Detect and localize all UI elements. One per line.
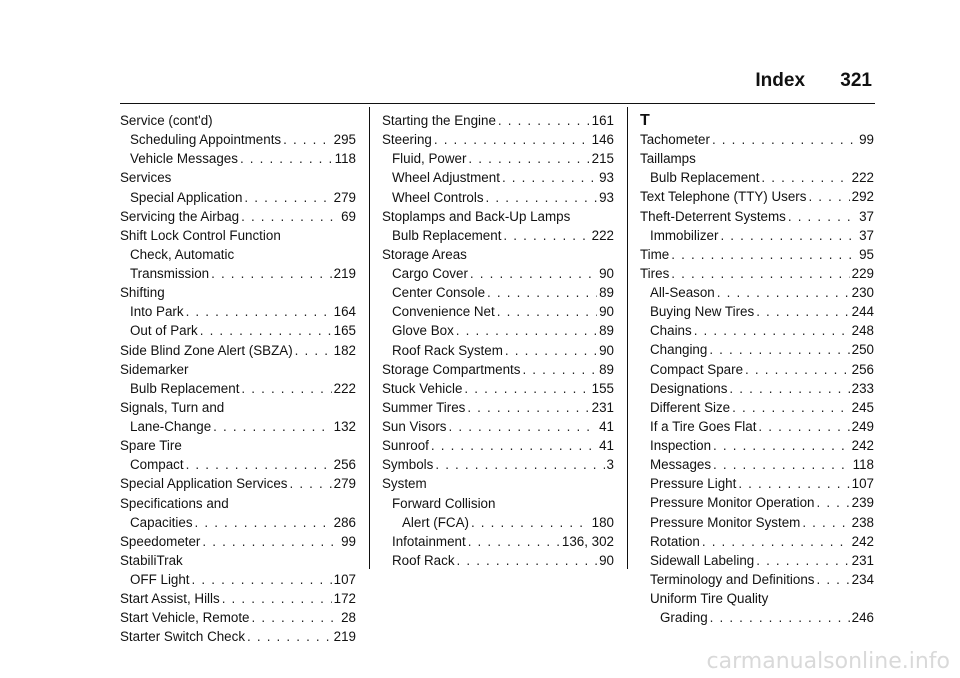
entry-page: 95 [859, 246, 874, 262]
watermark: carmanualsonline.info [706, 649, 950, 674]
index-entry [382, 360, 614, 379]
entry-text: Into Park [130, 304, 184, 320]
entry-page: 155 [591, 380, 614, 396]
entry-page: 215 [591, 151, 614, 167]
entry-page: 164 [333, 304, 356, 320]
index-entry [120, 494, 356, 513]
entry-page: 238 [851, 514, 874, 530]
index-entry [640, 532, 874, 551]
dot-leader [498, 111, 590, 130]
entry-text: Services [120, 170, 172, 186]
entry-text: Capacities [130, 514, 193, 530]
entry-page: 3 [606, 457, 614, 473]
entry-text: Roof Rack System [392, 342, 503, 358]
entry-text: Buying New Tires [650, 304, 755, 320]
entry-text: Tachometer [640, 132, 710, 147]
index-entry [120, 436, 356, 455]
dot-leader [732, 398, 850, 417]
index-entry [640, 187, 874, 206]
entry-page: 242 [851, 438, 874, 453]
dot-leader [186, 302, 332, 321]
dot-leader [240, 149, 333, 168]
entry-page: 90 [599, 304, 614, 320]
dot-leader [202, 532, 339, 551]
entry-text: Cargo Cover [392, 266, 468, 281]
entry-page: 244 [851, 304, 874, 320]
index-entry [640, 226, 874, 245]
index-entry [120, 379, 356, 398]
entry-text: Different Size [650, 399, 731, 415]
dot-leader [468, 532, 560, 551]
dot-leader [720, 226, 857, 245]
entry-text: Starting the Engine [382, 113, 496, 128]
entry-text: Rotation [650, 533, 700, 549]
index-entry [382, 283, 614, 302]
index-entry [120, 302, 356, 321]
index-column-3 [640, 111, 874, 627]
dot-leader [758, 417, 849, 436]
entry-text: Transmission [130, 266, 210, 281]
index-entry [640, 379, 874, 398]
dot-leader [244, 188, 331, 207]
dot-leader [222, 589, 332, 608]
index-entry [120, 398, 356, 417]
entry-page: 99 [859, 132, 874, 147]
entry-page: 222 [591, 227, 614, 243]
entry-text: Start Assist, Hills [120, 591, 220, 607]
dot-leader [449, 417, 598, 436]
entry-page: 136, 302 [561, 533, 614, 549]
entry-page: 279 [333, 189, 356, 205]
index-entry [382, 455, 614, 474]
entry-text: Special Application [130, 189, 243, 205]
entry-text: Stuck Vehicle [382, 380, 463, 396]
entry-text: Sun Visors [382, 419, 447, 434]
dot-leader [788, 207, 857, 226]
entry-page: 90 [599, 342, 614, 358]
dot-leader [200, 321, 332, 340]
index-entry [640, 283, 874, 302]
index-entry [120, 207, 356, 226]
column-divider-1 [369, 107, 370, 569]
index-entry [640, 245, 874, 264]
entry-page: 37 [859, 208, 874, 224]
entry-page: 99 [341, 533, 356, 549]
entry-text: Terminology and Definitions [650, 571, 815, 587]
entry-text: Sidemarker [120, 361, 189, 377]
entry-text: If a Tire Goes Flat [650, 418, 757, 434]
index-entry [382, 513, 614, 532]
dot-leader [745, 360, 850, 379]
index-entry [120, 245, 356, 264]
dot-leader [671, 245, 857, 264]
index-entry [640, 608, 874, 627]
index-entry [382, 245, 614, 264]
entry-page: 172 [333, 591, 356, 607]
entry-text: Forward Collision [392, 495, 496, 511]
dot-leader [434, 130, 590, 149]
dot-leader [756, 551, 849, 570]
index-entry [382, 436, 614, 455]
section-letter: T [640, 112, 650, 129]
entry-text: Out of Park [130, 323, 198, 339]
entry-page: 118 [334, 151, 356, 167]
entry-text: Roof Rack [392, 552, 455, 568]
entry-page: 256 [851, 361, 874, 377]
index-entry [120, 264, 356, 283]
index-entry [382, 321, 614, 340]
entry-text: Wheel Adjustment [392, 170, 500, 186]
dot-leader [289, 474, 331, 493]
entry-text: Servicing the Airbag [120, 208, 240, 224]
index-entry [640, 493, 874, 512]
entry-page: 234 [851, 571, 874, 587]
dot-leader [816, 493, 849, 512]
dot-leader [487, 283, 597, 302]
entry-page: 146 [591, 132, 614, 148]
entry-text: Grading [660, 610, 708, 626]
dot-leader [817, 570, 850, 589]
entry-text: Check, Automatic [130, 246, 235, 262]
index-entry [120, 551, 356, 570]
entry-page: 89 [599, 361, 614, 377]
entry-page: 219 [333, 266, 356, 281]
entry-text: Sidewall Labeling [650, 552, 755, 568]
index-entry [120, 417, 356, 436]
index-entry [120, 341, 356, 360]
section-title: Index [755, 70, 806, 91]
dot-leader [211, 264, 332, 283]
entry-page: 231 [591, 399, 614, 415]
dot-leader [435, 455, 604, 474]
entry-page: 90 [599, 552, 614, 568]
index-entry [382, 188, 614, 207]
index-entry [120, 149, 356, 168]
index-entry [120, 513, 356, 532]
dot-leader [431, 436, 597, 455]
dot-leader [497, 302, 597, 321]
index-entry [640, 551, 874, 570]
index-entry [382, 264, 614, 283]
index-entry [382, 341, 614, 360]
dot-leader [713, 455, 851, 474]
entry-text: Speedometer [120, 533, 201, 549]
entry-text: Designations [650, 380, 728, 396]
entry-text: Chains [650, 323, 692, 339]
entry-page: 229 [851, 265, 874, 281]
index-entry [120, 589, 356, 608]
index-entry [120, 627, 356, 646]
index-entry [120, 321, 356, 340]
entry-text: Wheel Controls [392, 189, 484, 205]
index-entry [382, 111, 614, 130]
index-entry [120, 168, 356, 187]
entry-page: 28 [341, 610, 356, 626]
entry-text: Specifications and [120, 495, 229, 511]
entry-text: Pressure Monitor Operation [650, 495, 815, 511]
entry-page: 222 [333, 380, 356, 396]
entry-text: Sunroof [382, 438, 429, 454]
entry-text: Starter Switch Check [120, 629, 246, 645]
index-entry [640, 474, 874, 493]
entry-page: 295 [333, 132, 356, 148]
dot-leader [671, 264, 849, 283]
entry-page: 248 [851, 323, 874, 339]
index-entry [120, 360, 356, 379]
entry-page: 230 [851, 285, 874, 300]
entry-text: Fluid, Power [392, 151, 467, 167]
index-entry [640, 417, 874, 436]
dot-leader [503, 226, 589, 245]
entry-text: Start Vehicle, Remote [120, 610, 250, 626]
dot-leader [502, 168, 597, 187]
entry-text: Lane-Change [130, 419, 212, 434]
dot-leader [738, 474, 849, 493]
dot-leader [505, 341, 597, 360]
dot-leader [457, 551, 598, 570]
entry-text: Shifting [120, 285, 165, 301]
index-entry [640, 398, 874, 417]
index-entry [640, 149, 874, 168]
index-entry [382, 168, 614, 187]
index-entry [382, 149, 614, 168]
entry-text: Messages [650, 457, 712, 473]
entry-text: Tires [640, 265, 670, 281]
dot-leader [241, 207, 339, 226]
dot-leader [702, 532, 850, 551]
entry-page: 161 [591, 113, 614, 128]
entry-text: Signals, Turn and [120, 399, 225, 415]
entry-text: All-Season [650, 285, 715, 300]
entry-text: Uniform Tire Quality [650, 591, 769, 606]
entry-text: Service (cont'd) [120, 113, 213, 128]
entry-page: 286 [333, 514, 356, 530]
index-entry [640, 321, 874, 340]
entry-text: Time [640, 246, 670, 262]
entry-text: Convenience Net [392, 304, 495, 320]
index-entry [640, 589, 874, 608]
dot-leader [486, 188, 598, 207]
dot-leader [694, 321, 850, 340]
index-column-1 [120, 111, 356, 647]
entry-text: Taillamps [640, 151, 696, 167]
entry-text: StabiliTrak [120, 552, 183, 568]
entry-page: 107 [851, 476, 874, 492]
entry-text: Glove Box [392, 323, 454, 339]
index-entry [640, 570, 874, 589]
dot-leader [456, 321, 597, 340]
entry-text: Shift Lock Control Function [120, 227, 281, 243]
entry-page: 222 [851, 170, 874, 186]
entry-text: Compact Spare [650, 361, 744, 377]
entry-text: Bulb Replacement [392, 227, 502, 243]
index-entry [120, 111, 356, 130]
entry-text: Center Console [392, 285, 486, 301]
entry-text: Summer Tires [382, 399, 466, 415]
entry-page: 250 [851, 342, 874, 358]
entry-page: 93 [599, 189, 614, 205]
index-entry [120, 130, 356, 149]
dot-leader [761, 168, 849, 187]
entry-page: 256 [333, 457, 356, 473]
index-entry [382, 398, 614, 417]
dot-leader [470, 264, 597, 283]
header-rule [120, 103, 875, 104]
dot-leader [712, 130, 857, 149]
entry-text: Infotainment [392, 533, 466, 549]
entry-page: 182 [333, 342, 356, 358]
index-entry [382, 130, 614, 149]
entry-page: 242 [851, 533, 874, 549]
entry-page: 93 [599, 170, 614, 186]
index-entry [640, 360, 874, 379]
index-entry [640, 302, 874, 321]
entry-page: 69 [341, 208, 356, 224]
entry-page: 41 [599, 419, 614, 434]
index-entry [382, 494, 614, 513]
index-entry [120, 608, 356, 627]
entry-page: 231 [851, 552, 874, 568]
index-entry [640, 455, 874, 474]
entry-page: 165 [333, 323, 356, 339]
index-entry [382, 207, 614, 226]
dot-leader [192, 570, 332, 589]
index-entry [640, 207, 874, 226]
index-entry [382, 302, 614, 321]
entry-text: Immobilizer [650, 227, 719, 243]
entry-text: Theft-Deterrent Systems [640, 208, 786, 224]
index-entry [640, 340, 874, 359]
entry-page: 41 [599, 438, 614, 454]
dot-leader [709, 340, 849, 359]
index-entry [382, 417, 614, 436]
index-entry [120, 532, 356, 551]
entry-page: 279 [333, 476, 356, 492]
index-column-2 [382, 111, 614, 570]
dot-leader [808, 187, 849, 206]
dot-leader [729, 379, 849, 398]
entry-page: 233 [851, 380, 874, 396]
entry-text: Pressure Light [650, 476, 737, 492]
entry-page: 246 [851, 610, 874, 626]
column-divider-2 [627, 107, 628, 569]
entry-text: Steering [382, 132, 432, 148]
entry-page: 89 [599, 323, 614, 339]
entry-text: Vehicle Messages [130, 151, 238, 167]
dot-leader [468, 149, 589, 168]
entry-text: Pressure Monitor System [650, 514, 801, 530]
dot-leader [467, 398, 589, 417]
entry-text: Text Telephone (TTY) Users [640, 189, 807, 205]
dot-leader [522, 360, 597, 379]
entry-page: 90 [599, 266, 614, 281]
index-entry [382, 226, 614, 245]
dot-leader [717, 283, 850, 302]
dot-leader [464, 379, 589, 398]
entry-text: Spare Tire [120, 438, 182, 454]
index-entry [120, 226, 356, 245]
entry-page: 239 [851, 495, 874, 511]
index-entry [120, 570, 356, 589]
entry-text: Inspection [650, 438, 712, 453]
entry-page: 118 [852, 457, 874, 473]
dot-leader [252, 608, 340, 627]
entry-text: Storage Compartments [382, 361, 521, 377]
index-entry [640, 130, 874, 149]
dot-leader [471, 513, 590, 532]
entry-text: Symbols [382, 457, 434, 473]
dot-leader [283, 130, 332, 149]
dot-leader [195, 513, 332, 532]
dot-leader [247, 627, 332, 646]
page-header [755, 70, 872, 92]
page-number: 321 [840, 70, 872, 91]
index-entry [120, 283, 356, 302]
entry-text: Stoplamps and Back-Up Lamps [382, 208, 571, 224]
entry-text: OFF Light [130, 572, 190, 587]
index-entry [382, 551, 614, 570]
dot-leader [213, 417, 332, 436]
entry-page: 89 [599, 285, 614, 301]
entry-page: 292 [851, 189, 874, 205]
entry-page: 37 [859, 227, 874, 243]
entry-text: Side Blind Zone Alert (SBZA) [120, 342, 293, 358]
dot-leader [295, 341, 332, 360]
dot-leader [756, 302, 849, 321]
entry-page: 249 [851, 418, 874, 434]
index-entry [640, 264, 874, 283]
index-entry [382, 474, 614, 493]
entry-text: System [382, 476, 427, 492]
index-entry [640, 168, 874, 187]
index-entry [640, 436, 874, 455]
index-entry [120, 474, 356, 493]
entry-page: 219 [333, 629, 356, 645]
entry-page: 245 [851, 399, 874, 415]
dot-leader [802, 513, 849, 532]
index-entry [640, 513, 874, 532]
dot-leader [186, 455, 332, 474]
entry-text: Special Application Services [120, 476, 288, 492]
index-entry [120, 455, 356, 474]
dot-leader [241, 379, 331, 398]
entry-text: Scheduling Appointments [130, 132, 282, 148]
dot-leader [713, 436, 850, 455]
dot-leader [710, 608, 850, 627]
entry-page: 107 [333, 572, 356, 587]
index-entry [382, 379, 614, 398]
index-entry [120, 188, 356, 207]
index-entry [382, 532, 614, 551]
entry-text: Compact [130, 457, 184, 473]
entry-page: 180 [591, 514, 614, 530]
entry-text: Bulb Replacement [130, 380, 240, 396]
entry-text: Alert (FCA) [402, 514, 469, 530]
entry-text: Changing [650, 342, 708, 358]
entry-text: Bulb Replacement [650, 170, 760, 186]
entry-page: 132 [333, 419, 356, 434]
entry-text: Storage Areas [382, 246, 467, 262]
